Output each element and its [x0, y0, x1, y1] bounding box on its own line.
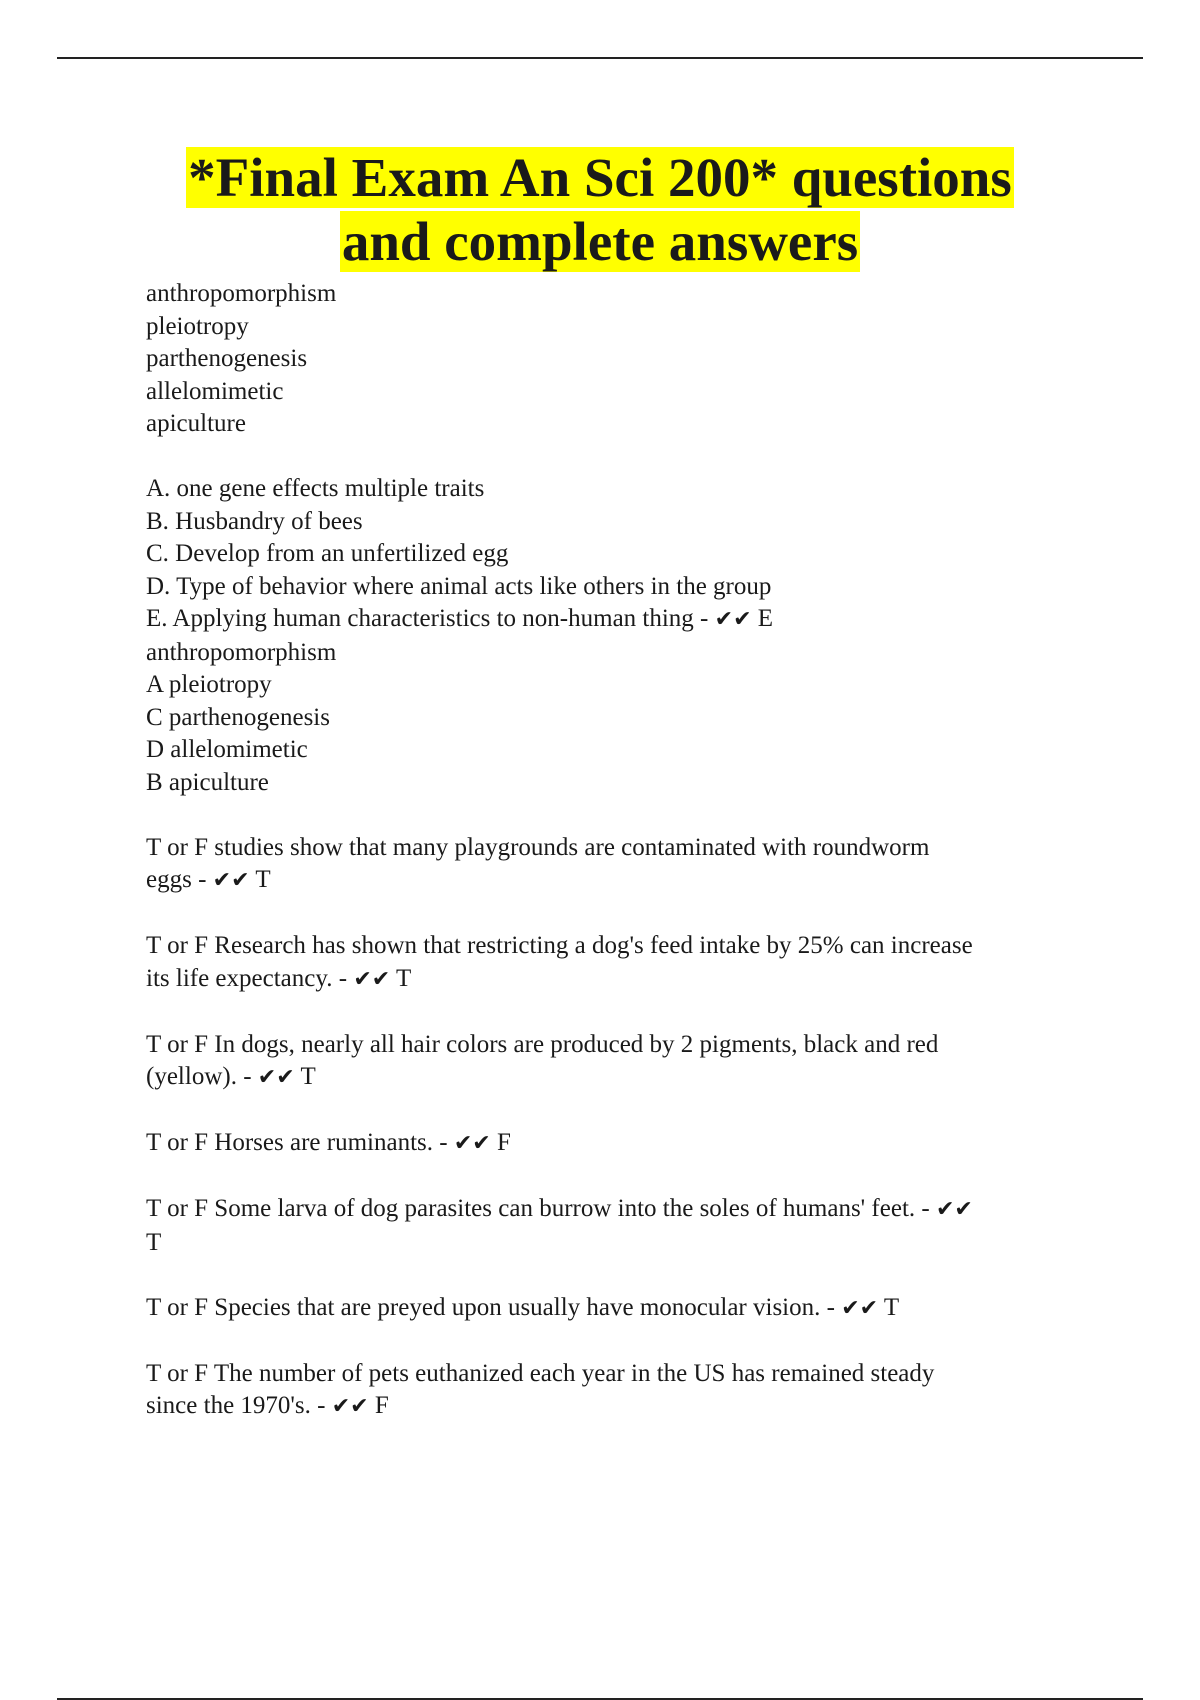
checkmark-icon: ✔✔: [714, 607, 752, 632]
spacer: [146, 1095, 1106, 1128]
question-text: T or F In dogs, nearly all hair colors are produced by 2 pigments, black and red: [146, 1030, 939, 1058]
term: pleiotropy: [146, 312, 249, 340]
spacer: [146, 898, 1106, 931]
answer: C parthenogenesis: [146, 703, 330, 731]
option-text: E. Applying human characteristics to non-human thing -: [146, 605, 715, 632]
term: anthropomorphism: [146, 280, 337, 307]
top-rule: [57, 57, 1143, 59]
answer-text: F: [490, 1129, 511, 1156]
question-item: [146, 832, 1106, 898]
question-text: T or F Research has shown that restricting a dog's feed intake by 25% can increase: [146, 932, 973, 959]
matching-question: [146, 473, 1106, 799]
question-text: eggs -: [146, 866, 213, 893]
answer-text: T: [390, 964, 412, 992]
question-text: T or F Horses are ruminants. -: [146, 1129, 454, 1156]
question-text: T or F The number of pets euthanized each year in the US has remained steady: [146, 1359, 935, 1387]
question-item: [146, 1292, 1106, 1326]
spacer: [146, 799, 1106, 832]
question-text: T or F Species that are preyed upon usually have monocular vision. -: [146, 1293, 842, 1321]
spacer: [146, 1259, 1106, 1292]
answer: B apiculture: [146, 768, 269, 796]
answer-text: T: [294, 1063, 316, 1090]
question-text-cont: [146, 1193, 1106, 1227]
answer-text: T: [249, 866, 271, 893]
question-text: since the 1970's. -: [146, 1392, 332, 1419]
term: allelomimetic: [146, 377, 284, 405]
question-text: its life expectancy. -: [146, 964, 354, 992]
terms-list: [146, 278, 1106, 441]
question-text-cont: [146, 1390, 1106, 1424]
question-item: [146, 1127, 1106, 1161]
answer-text: T: [146, 1228, 162, 1256]
answer: anthropomorphism: [146, 638, 337, 666]
term: parthenogenesis: [146, 345, 308, 372]
question-text-cont: [146, 1292, 1106, 1326]
document-body: [146, 278, 1106, 1424]
checkmark-icon: ✔✔: [935, 1197, 973, 1222]
title-line-1: *Final Exam An Sci 200* questions: [188, 147, 1012, 208]
term: apiculture: [146, 410, 246, 437]
answer: A pleiotropy: [146, 671, 272, 698]
document-title: [0, 146, 1200, 274]
question-text: T or F Some larva of dog parasites can burrow into the soles of humans' feet. -: [146, 1195, 936, 1222]
checkmark-icon: ✔✔: [453, 1131, 491, 1156]
question-text-cont: [146, 1061, 1106, 1095]
question-item: [146, 930, 1106, 996]
question-item: [146, 1358, 1106, 1424]
option-with-answer: [146, 603, 1106, 637]
option: A. one gene effects multiple traits: [146, 475, 485, 502]
question-text-cont: [146, 864, 1106, 898]
question-text-cont: [146, 963, 1106, 997]
checkmark-icon: ✔✔: [353, 966, 391, 992]
checkmark-icon: ✔✔: [212, 868, 250, 893]
answer-text: T: [878, 1293, 900, 1321]
option: D. Type of behavior where animal acts like others in the group: [146, 572, 772, 600]
option: C. Develop from an unfertilized egg: [146, 540, 509, 567]
question-text: (yellow). -: [146, 1063, 258, 1090]
answer-text: E: [751, 605, 774, 632]
answer-text: F: [368, 1392, 389, 1419]
answer: D allelomimetic: [146, 736, 308, 763]
checkmark-icon: ✔✔: [257, 1065, 295, 1090]
question-item: [146, 1193, 1106, 1259]
checkmark-icon: ✔✔: [331, 1394, 369, 1419]
spacer: [146, 1161, 1106, 1194]
spacer: [146, 441, 1106, 474]
spacer: [146, 996, 1106, 1029]
question-text: T or F studies show that many playgrounds are contaminated with roundworm: [146, 833, 930, 861]
title-line-2: and complete answers: [341, 211, 859, 272]
question-item: [146, 1029, 1106, 1095]
spacer: [146, 1325, 1106, 1358]
question-text-cont: [146, 1127, 1106, 1161]
option: B. Husbandry of bees: [146, 507, 363, 535]
checkmark-icon: ✔✔: [841, 1295, 879, 1321]
